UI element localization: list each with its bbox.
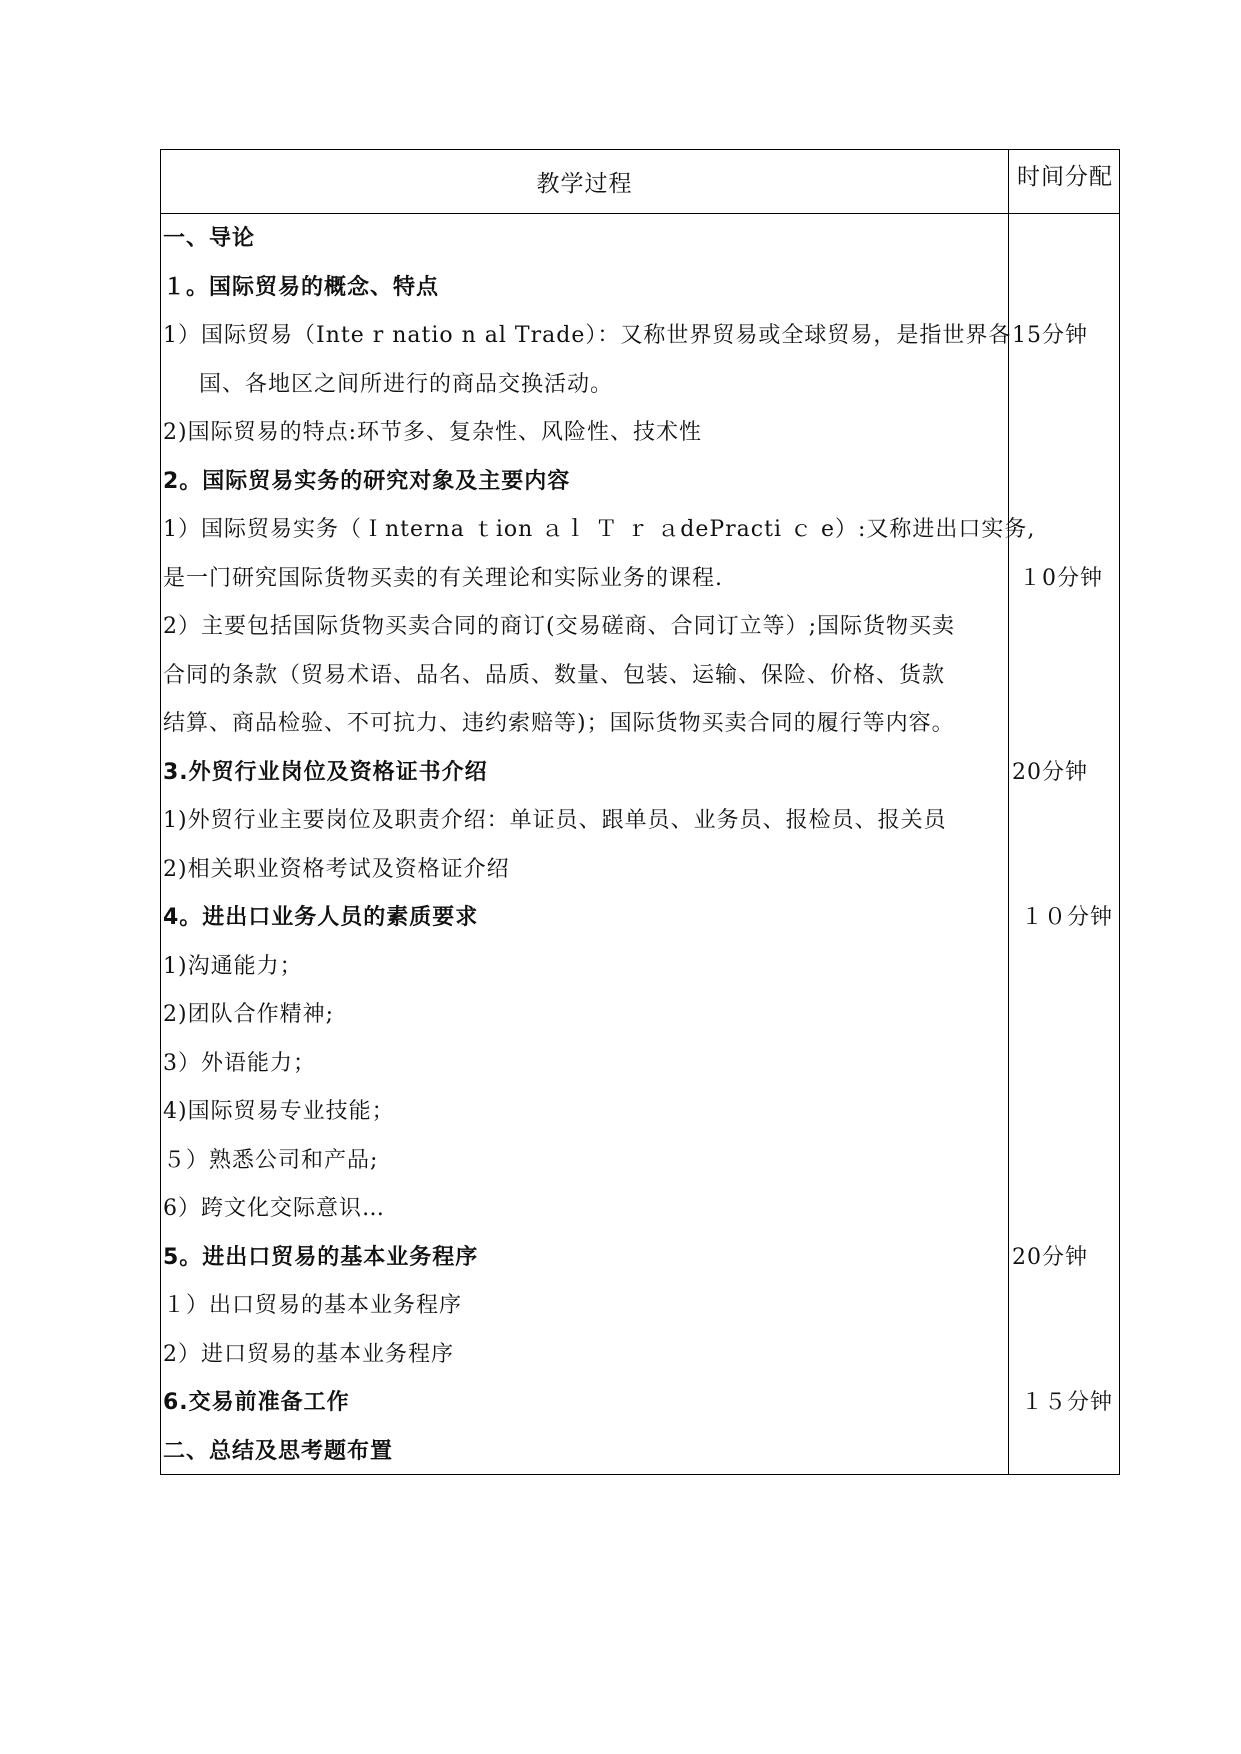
topic-3-heading: 3.外贸行业岗位及资格证书介绍 [163, 760, 488, 785]
topic-2-heading: 2。国际贸易实务的研究对象及主要内容 [163, 469, 571, 494]
topic-5-line: １）出口贸易的基本业务程序 [163, 1293, 463, 1318]
header-time: 时间分配 [1017, 164, 1113, 190]
time-allocation: 20分钟 [1012, 760, 1088, 785]
topic-3-line: 1)外贸行业主要岗位及职责介绍：单证员、跟单员、业务员、报检员、报关员 [163, 808, 947, 833]
topic-2-line: 是一门研究国际货物买卖的有关理论和实际业务的课程. [163, 566, 723, 591]
topic-1-line: 1）国际贸易（Inte r natio n al Trade）：又称世界贸易或全球贸易，是指世界各 [163, 323, 1012, 348]
topic-4-line: 2)团队合作精神; [163, 1002, 334, 1027]
topic-1-line: 2)国际贸易的特点:环节多、复杂性、风险性、技术性 [163, 420, 702, 445]
topic-5-line: 2）进口贸易的基本业务程序 [163, 1342, 454, 1367]
topic-2-line: 2）主要包括国际货物买卖合同的商订(交易磋商、合同订立等）;国际货物买卖 [163, 614, 955, 639]
section-intro: 一、导论 [163, 226, 256, 251]
topic-1-heading: １。国际贸易的概念、特点 [163, 275, 440, 300]
header-process: 教学过程 [536, 171, 633, 197]
topic-4-line: 6）跨文化交际意识… [163, 1196, 385, 1221]
section-summary: 二、总结及思考题布置 [163, 1439, 394, 1464]
topic-4-line: 4)国际贸易专业技能； [163, 1099, 395, 1124]
topic-6-heading: 6.交易前准备工作 [163, 1390, 350, 1415]
topic-4-line: 1)沟通能力； [163, 954, 303, 979]
topic-2-line: 1）国际贸易实务（Ｉnterna ｔion ａｌ Ｔ ｒ ａdePracti ｃ e）:又称进出口实务, [163, 517, 1036, 542]
time-allocation: 20分钟 [1012, 1245, 1088, 1270]
topic-4-line: ５）熟悉公司和产品; [163, 1148, 379, 1173]
time-allocation: １０分钟 [1021, 905, 1114, 930]
topic-2-line: 结算、商品检验、不可抗力、违约索赔等)；国际货物买卖合同的履行等内容。 [163, 711, 955, 736]
time-allocation: 15分钟 [1012, 323, 1088, 348]
lesson-plan-table [160, 149, 1120, 1475]
topic-5-heading: 5。进出口贸易的基本业务程序 [163, 1245, 479, 1270]
topic-1-line: 国、各地区之间所进行的商品交换活动。 [199, 372, 614, 397]
topic-2-line: 合同的条款（贸易术语、品名、品质、数量、包装、运输、保险、价格、货款 [163, 663, 946, 688]
time-allocation: １0分钟 [1019, 566, 1103, 591]
topic-3-line: 2)相关职业资格考试及资格证介绍 [163, 857, 510, 882]
topic-4-line: 3）外语能力； [163, 1051, 316, 1076]
header-divider [161, 213, 1119, 214]
time-allocation: １５分钟 [1021, 1390, 1114, 1415]
topic-4-heading: 4。进出口业务人员的素质要求 [163, 905, 479, 930]
